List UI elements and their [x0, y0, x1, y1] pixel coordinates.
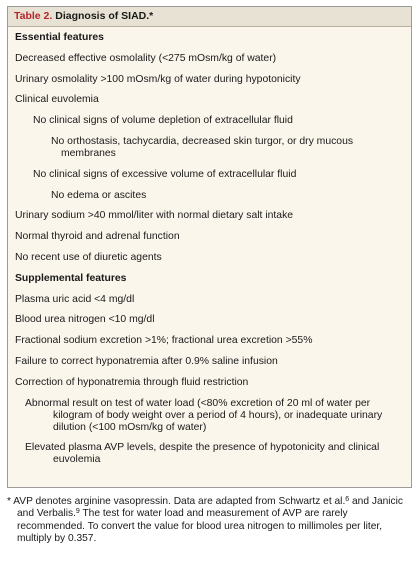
criterion-row: Elevated plasma AVP levels, despite the presence of hypotonicity and clinical euvolemia [25, 442, 380, 466]
criterion-row: Clinical euvolemia [15, 94, 99, 106]
sub-criterion-row: No clinical signs of excessive volume of extracellular fluid [33, 168, 297, 180]
table-rows [8, 27, 411, 466]
footnote-text-2: and Janicic and Verbalis. [17, 496, 403, 520]
footnote-ref-1: 6 [345, 496, 350, 503]
diagnosis-table [7, 6, 412, 488]
criterion-row: No recent use of diuretic agents [15, 251, 162, 263]
table-number: Table 2. [14, 10, 53, 22]
footnote-marker: * [7, 496, 11, 507]
footnote-ref-2: 9 [75, 508, 80, 516]
sub-sub-criterion-row: No orthostasis, tachycardia, decreased skin turgor, or dry mucous membranes [51, 135, 354, 159]
footnote-text-3: The test for water load and measurement of AVP are rarely recommended. To convert the value for blood urea nitrogen to millimoles per liter, multiply by 0.357. [17, 508, 383, 545]
footnote-text-1: AVP denotes arginine vasopressin. Data are adapted from Schwartz et al. [10, 496, 346, 507]
sub-criterion-row: No clinical signs of volume depletion of extracellular fluid [33, 115, 293, 127]
table-footnote [7, 496, 410, 546]
table-title: Diagnosis of SIAD.* [55, 10, 154, 22]
section-heading: Supplemental features [15, 272, 127, 284]
criterion-row: Decreased effective osmolality (<275 mOsm/kg of water) [15, 52, 277, 64]
criterion-row: Abnormal result on test of water load (<80% excretion of 20 ml of water per kilogram of body weight over a period of 4 hours), or inadequate urinary dilution (<100 mOsm/kg of water) [25, 397, 383, 433]
criterion-row: Correction of hyponatremia through fluid restriction [15, 376, 249, 388]
criterion-row: Failure to correct hyponatremia after 0.9% saline infusion [15, 355, 278, 367]
section-heading: Essential features [15, 32, 104, 43]
criterion-row: Urinary osmolality >100 mOsm/kg of water during hypotonicity [15, 73, 301, 85]
criterion-row: Fractional sodium excretion >1%; fractional urea excretion >55% [15, 335, 313, 347]
criterion-row: Normal thyroid and adrenal function [15, 231, 180, 243]
criterion-row: Urinary sodium >40 mmol/liter with normal dietary salt intake [15, 210, 294, 222]
criterion-row: Plasma uric acid <4 mg/dl [15, 293, 135, 305]
table-title-bar [8, 7, 411, 27]
criterion-row: Blood urea nitrogen <10 mg/dl [15, 314, 155, 326]
sub-sub-criterion-row: No edema or ascites [51, 189, 147, 201]
